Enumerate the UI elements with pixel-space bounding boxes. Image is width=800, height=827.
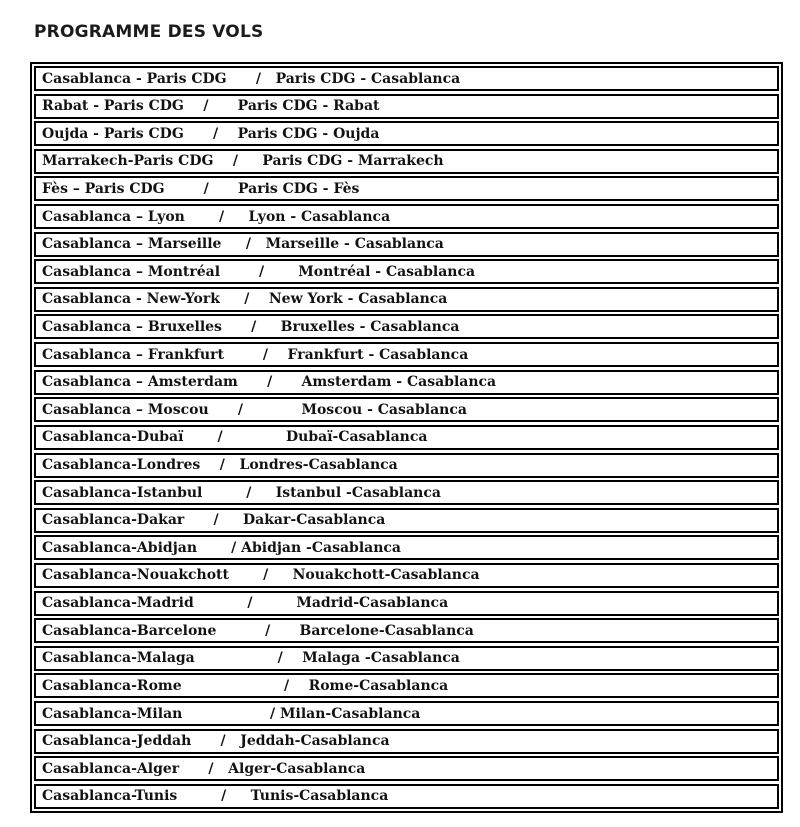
flight-row: Casablanca - Paris CDG / Paris CDG - Casablanca xyxy=(34,66,779,91)
flight-row: Casablanca-Nouakchott / Nouakchott-Casablanca xyxy=(34,563,779,588)
flight-row: Casablanca-Dakar / Dakar-Casablanca xyxy=(34,508,779,533)
flight-row: Oujda - Paris CDG / Paris CDG - Oujda xyxy=(34,121,779,146)
flight-row: Casablanca – Frankfurt / Frankfurt - Casablanca xyxy=(34,342,779,367)
flight-row: Casablanca-Londres / Londres-Casablanca xyxy=(34,453,779,478)
flight-row: Casablanca-Barcelone / Barcelone-Casablanca xyxy=(34,618,779,643)
flight-row: Casablanca – Amsterdam / Amsterdam - Casablanca xyxy=(34,370,779,395)
page-title: PROGRAMME DES VOLS xyxy=(34,22,264,42)
flight-row: Casablanca-Rome / Rome-Casablanca xyxy=(34,673,779,698)
flight-row: Casablanca-Madrid / Madrid-Casablanca xyxy=(34,591,779,616)
flight-row: Rabat - Paris CDG / Paris CDG - Rabat xyxy=(34,94,779,119)
flight-row: Casablanca-Malaga / Malaga -Casablanca xyxy=(34,646,779,671)
flight-row: Casablanca-Tunis / Tunis-Casablanca xyxy=(34,784,779,809)
flight-row: Casablanca - New-York / New York - Casablanca xyxy=(34,287,779,312)
flight-row: Casablanca-Milan / Milan-Casablanca xyxy=(34,701,779,726)
flight-row: Casablanca-Abidjan / Abidjan -Casablanca xyxy=(34,535,779,560)
flight-row: Casablanca-Jeddah / Jeddah-Casablanca xyxy=(34,729,779,754)
flight-row: Fès – Paris CDG / Paris CDG - Fès xyxy=(34,176,779,201)
flight-program-table xyxy=(30,62,783,813)
flight-row: Casablanca – Lyon / Lyon - Casablanca xyxy=(34,204,779,229)
flight-row: Casablanca – Moscou / Moscou - Casablanca xyxy=(34,397,779,422)
flight-row: Casablanca – Montréal / Montréal - Casablanca xyxy=(34,259,779,284)
flight-row: Casablanca-Istanbul / Istanbul -Casablanca xyxy=(34,480,779,505)
flight-row: Marrakech-Paris CDG / Paris CDG - Marrakech xyxy=(34,149,779,174)
flight-row: Casablanca – Marseille / Marseille - Casablanca xyxy=(34,232,779,257)
flight-row: Casablanca – Bruxelles / Bruxelles - Casablanca xyxy=(34,314,779,339)
flight-row: Casablanca-Alger / Alger-Casablanca xyxy=(34,756,779,781)
flight-row: Casablanca-Dubaï / Dubaï-Casablanca xyxy=(34,425,779,450)
